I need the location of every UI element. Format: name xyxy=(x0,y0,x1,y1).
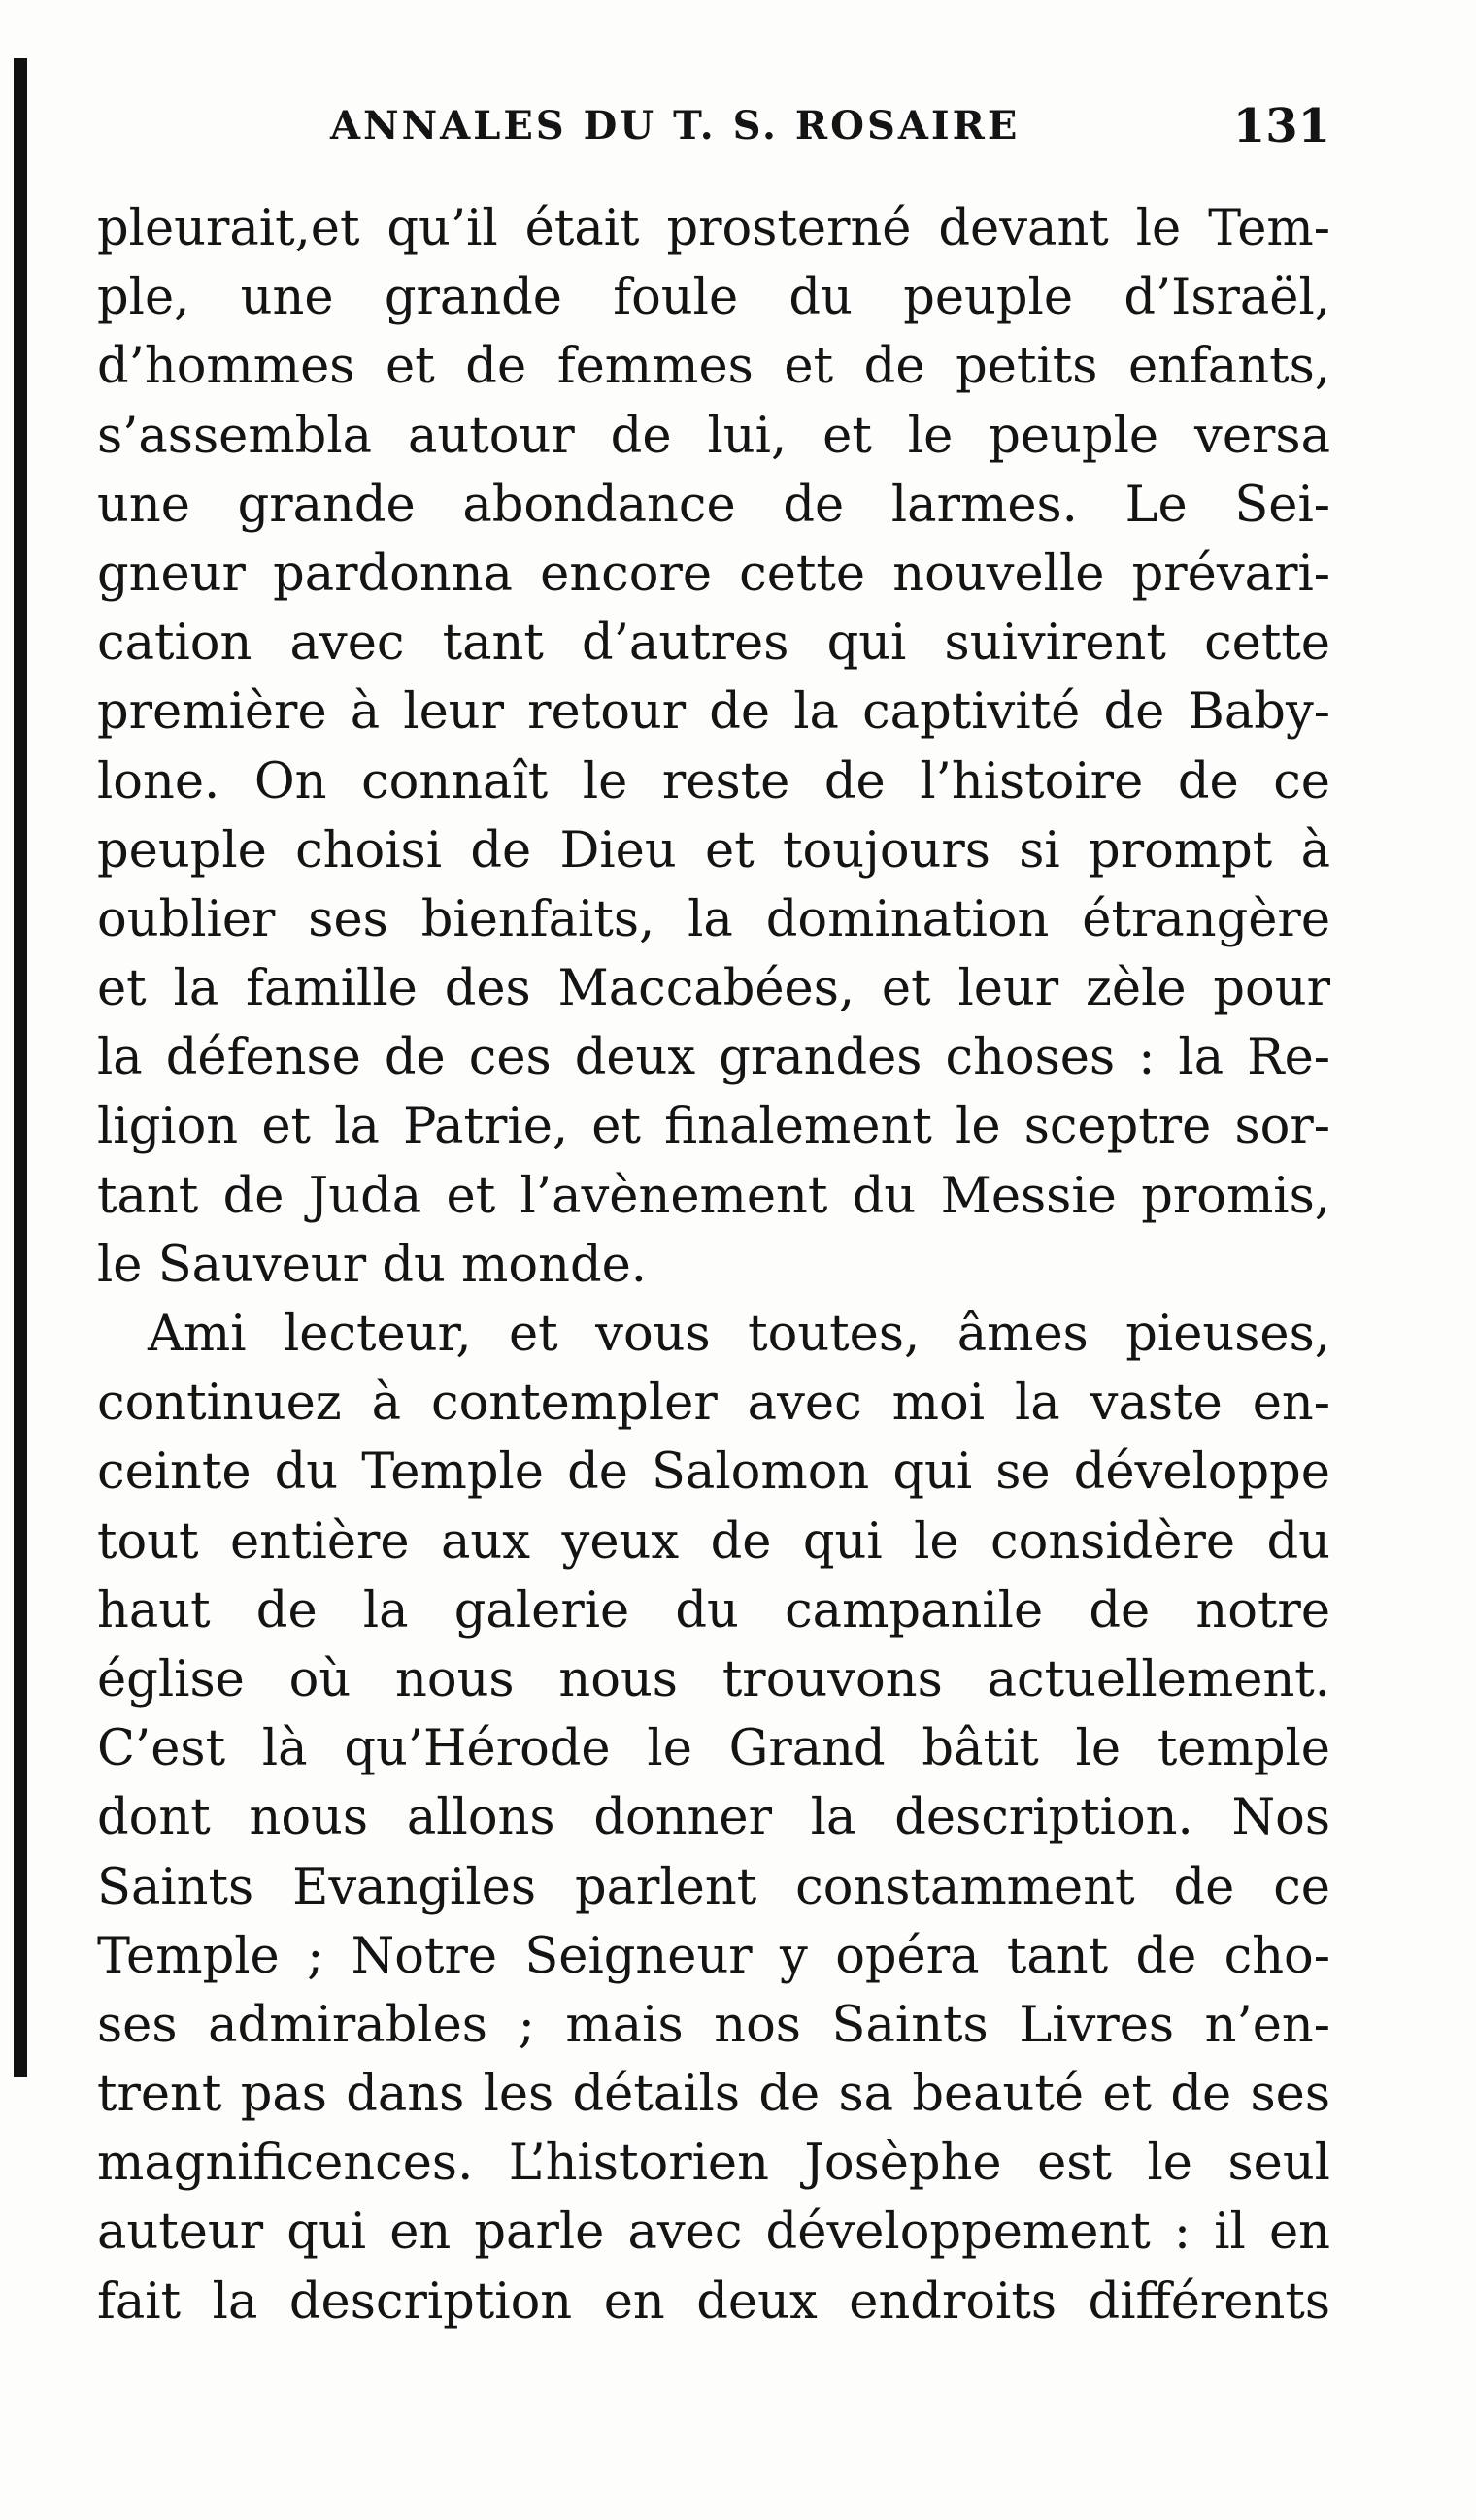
text-line: C’est là qu’Hérode le Grand bâtit le temple xyxy=(97,1720,1330,1778)
text-line: cation avec tant d’autres qui suivirent cette xyxy=(97,614,1330,673)
paragraph-2 xyxy=(97,1300,1330,2337)
text-line: oublier ses bienfaits, la domination étrangère xyxy=(97,890,1330,948)
running-head xyxy=(97,93,1330,171)
text-line: Ami lecteur, et vous toutes, âmes pieuses, xyxy=(148,1306,1330,1363)
running-head-title: ANNALES DU T. S. ROSAIRE xyxy=(330,103,1021,149)
text-line: lone. On connaît le reste de l’histoire de ce xyxy=(97,752,1330,811)
paragraph-1 xyxy=(97,194,1330,1300)
text-line: s’assembla autour de lui, et le peuple versa xyxy=(97,407,1330,465)
text-line: dont nous allons donner la description. Nos xyxy=(97,1789,1330,1847)
text-line: auteur qui en parle avec développement : il en xyxy=(97,2204,1330,2262)
text-line: ple, une grande foule du peuple d’Israël, xyxy=(97,269,1330,327)
text-line: tout entière aux yeux de qui le considère du xyxy=(97,1512,1330,1571)
text-line: première à leur retour de la captivité de Baby- xyxy=(97,683,1330,742)
text-line: peuple choisi de Dieu et toujours si prompt à xyxy=(97,821,1330,879)
text-line: magnificences. L’historien Josèphe est le seul xyxy=(97,2135,1330,2193)
text-line: fait la description en deux endroits différents xyxy=(97,2272,1330,2331)
text-line: trent pas dans les détails de sa beauté et de ses xyxy=(97,2066,1330,2124)
text-line: Temple ; Notre Seigneur y opéra tant de cho- xyxy=(97,1927,1330,1985)
text-line: ses admirables ; mais nos Saints Livres n’en- xyxy=(97,1996,1330,2054)
text-line: continuez à contempler avec moi la vaste en- xyxy=(97,1375,1330,1433)
text-line: haut de la galerie du campanile de notre xyxy=(97,1581,1330,1640)
body-text xyxy=(97,194,1330,2337)
text-line: gneur pardonna encore cette nouvelle prévari- xyxy=(97,545,1330,603)
text-line: église où nous nous trouvons actuellement. xyxy=(97,1650,1330,1708)
text-line: et la famille des Maccabées, et leur zèle pour xyxy=(97,960,1330,1018)
text-line: pleurait,et qu’il était prosterné devant le Tem- xyxy=(97,200,1330,257)
text-line: ceinte du Temple de Salomon qui se développe xyxy=(97,1443,1330,1502)
margin-binding-rule xyxy=(14,58,27,2077)
text-line: d’hommes et de femmes et de petits enfants, xyxy=(97,338,1330,396)
text-line: tant de Juda et l’avènement du Messie promis, xyxy=(97,1167,1330,1225)
text-line: la défense de ces deux grandes choses : la Re- xyxy=(97,1029,1330,1087)
text-line: Saints Evangiles parlent constamment de ce xyxy=(97,1858,1330,1916)
text-line: une grande abondance de larmes. Le Sei- xyxy=(97,476,1330,534)
page-number: 131 xyxy=(1232,99,1330,153)
text-line: ligion et la Patrie, et finalement le sceptre sor- xyxy=(97,1098,1330,1156)
text-line: le Sauveur du monde. xyxy=(97,1236,647,1294)
